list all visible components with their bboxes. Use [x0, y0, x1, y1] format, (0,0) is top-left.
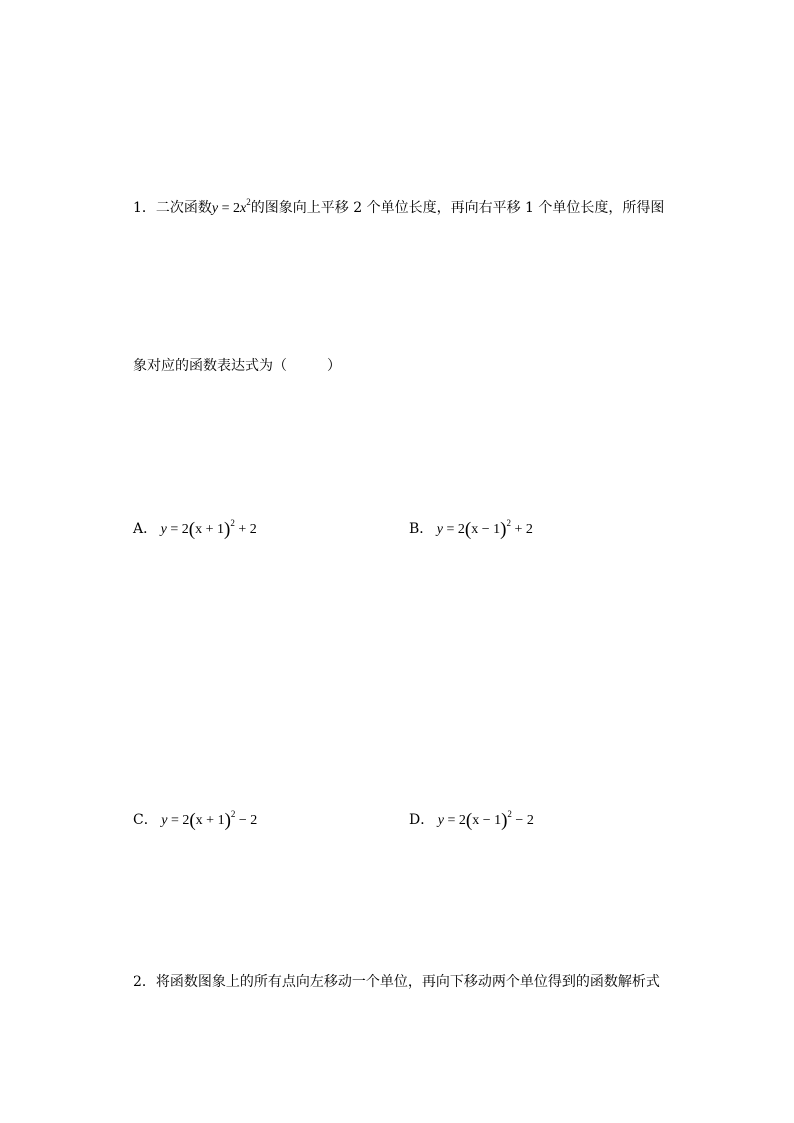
question-1-text-before: 二次函数: [155, 200, 212, 216]
option-d-formula: $y = 2(x - 1)^2 - 2$: [437, 809, 534, 831]
option-c-label: C．: [133, 812, 158, 828]
question-2-text: 将函数图象上的所有点向左移动一个单位，再向下移动两个单位得到的函数解析式: [155, 974, 660, 990]
question-2-stem: [133, 973, 660, 991]
question-1-formula: $y = 2x^2$: [211, 197, 251, 216]
option-c[interactable]: [133, 811, 257, 830]
option-d-label: D．: [409, 812, 435, 828]
option-b-formula: $y = 2(x - 1)^2 + 2$: [436, 518, 533, 540]
option-d[interactable]: [409, 811, 534, 830]
question-1-number: 1．: [133, 200, 156, 216]
option-a[interactable]: [133, 520, 257, 539]
question-2-number: 2．: [133, 974, 156, 990]
question-1-close-paren: ）: [327, 358, 341, 374]
option-b-label: B．: [409, 521, 434, 537]
question-1-continuation: [133, 357, 341, 375]
question-1-continuation-text: 象对应的函数表达式为（: [133, 358, 287, 374]
option-b[interactable]: [409, 520, 533, 539]
option-a-label: A．: [133, 521, 158, 537]
option-a-formula: $y = 2(x + 1)^2 + 2$: [160, 518, 257, 540]
question-1-text-after: 的图象向上平移 2 个单位长度，再向右平移 1 个单位长度，所得图: [250, 200, 665, 216]
option-c-formula: $y = 2(x + 1)^2 - 2$: [161, 809, 258, 831]
question-1-stem: [133, 199, 664, 218]
